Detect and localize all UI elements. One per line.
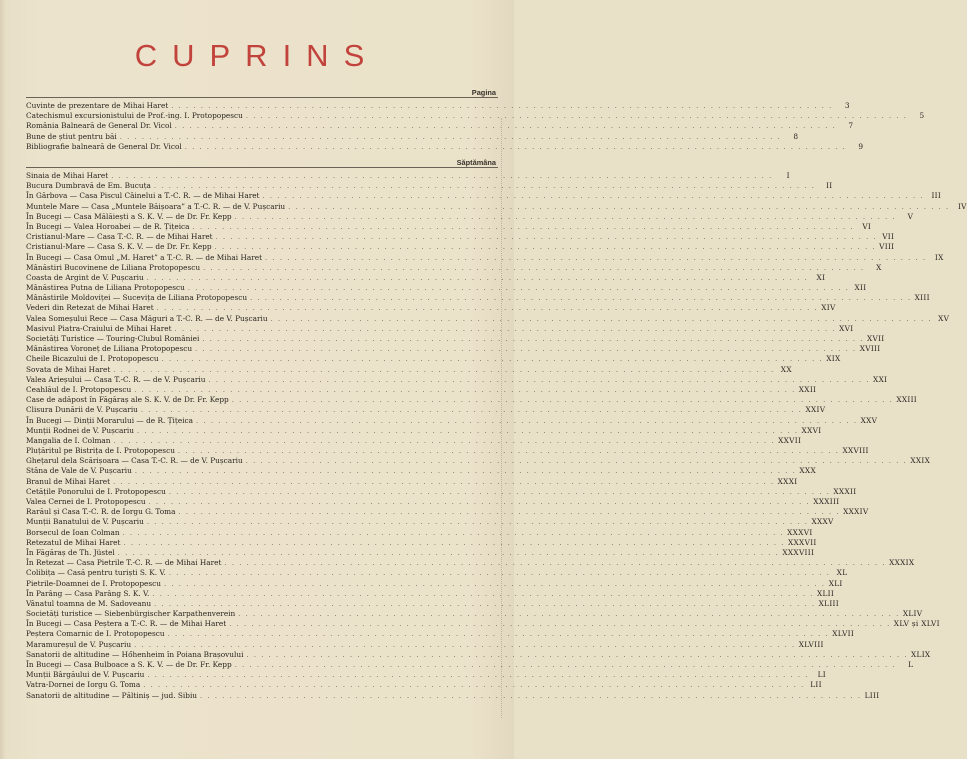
leader-dots: . . . . . . . . . . . . . . . . . . . . . . . . . . . . . . . . . . . . . . . . . . . . . . . . . . . . . . . . . . . . . . . . . . . . . . . . . . . . . . . . . . . . . . . . . . [234, 212, 897, 221]
leader-dots: . . . . . . . . . . . . . . . . . . . . . . . . . . . . . . . . . . . . . . . . . . . . . . . . . . . . . . . . . . . . . . . . . . . . . . . . . . . . . . . . . . . . . . . . . . [192, 222, 855, 231]
toc-entry [26, 364, 792, 375]
toc-entry [26, 527, 813, 538]
leader-dots: . . . . . . . . . . . . . . . . . . . . . . . . . . . . . . . . . . . . . . . . . . . . . . . . . . . . . . . . . . . . . . . . . . . . . . . . . . . . . . . . . . . . . . . . . . [270, 314, 933, 323]
toc-entry [26, 405, 826, 415]
toc-entry-ref: XIX [826, 354, 841, 364]
leader-dots: . . . . . . . . . . . . . . . . . . . . . . . . . . . . . . . . . . . . . . . . . . . . . . . . . . . . . . . . . . . . . . . . . . . . . . . . . . . . . . . . . . . . . . . . . . [246, 650, 909, 659]
toc-entry-title: Vânatul toamna de M. Sadoveanu [26, 598, 152, 608]
toc-entry-ref: XLV și XLVI [893, 619, 940, 629]
toc-entry-ref: XLIV [902, 609, 923, 619]
toc-entry-ref: I [786, 171, 790, 180]
toc-entry-ref: 8 [793, 131, 799, 141]
toc-entry-ref: XVIII [859, 344, 881, 354]
leader-dots: . . . . . . . . . . . . . . . . . . . . . . . . . . . . . . . . . . . . . . . . . . . . . . . . . . . . . . . . . . . . . . . . . . . . . . . . . . . . . . . . . . . . . . . . . . [161, 355, 824, 364]
toc-entry-title: Cetățile Ponorului de I. Protopopescu [26, 486, 166, 496]
toc-entry-title: Pluțăritul pe Bistrița de I. Protopopescu [26, 446, 175, 456]
toc-entry-title: Sanatorii de altitudine — Păltiniș — jud. Sibiu [26, 690, 198, 700]
toc-entry [26, 272, 826, 283]
leader-dots: . . . . . . . . . . . . . . . . . . . . . . . . . . . . . . . . . . . . . . . . . . . . . . . . . . . . . . . . . . . . . . . . . . . . . . . . . . . . . . . . . . . . . . . . . . [245, 457, 908, 466]
toc-entry-title: Mânăstirea Voroneț de Liliana Protopopescu [26, 344, 193, 354]
toc-entry-title: În Bucegi — Valea Horoabei — de R. Țițeica [26, 221, 190, 231]
toc-entry [26, 252, 944, 263]
toc-entry-title: În Bucegi — Casa Mălăiești a S. K. V. — de Dr. Fr. Kepp [26, 211, 232, 221]
toc-entry-title: Maramureșul de V. Pușcariu [26, 639, 132, 649]
toc-entry-title: Branul de Mihai Haret [26, 476, 111, 486]
section-rule [26, 167, 498, 168]
toc-entry-title: Valea Someșului Rece — Casa Măguri a T.-C. R. — de V. Pușcariu [26, 313, 268, 323]
toc-entry-title: Munții Banatului de V. Pușcariu [26, 517, 144, 527]
toc-entry [26, 435, 802, 446]
leader-dots: . . . . . . . . . . . . . . . . . . . . . . . . . . . . . . . . . . . . . . . . . . . . . . . . . . . . . . . . . . . . . . . . . . . . . . . . . . . . . . . . . . . . . . . . . . [111, 172, 773, 180]
toc-entry [26, 171, 790, 181]
page-title: CUPRINS [134, 38, 380, 73]
toc-entry [26, 537, 817, 548]
leader-dots: . . . . . . . . . . . . . . . . . . . . . . . . . . . . . . . . . . . . . . . . . . . . . . . . . . . . . . . . . . . . . . . . . . . . . . . . . . . . . . . . . . . . . . . . . . [122, 528, 785, 537]
leader-dots: . . . . . . . . . . . . . . . . . . . . . . . . . . . . . . . . . . . . . . . . . . . . . . . . . . . . . . . . . . . . . . . . . . . . . . . . . . . . . . . . . . . . . . . . . . [154, 599, 816, 608]
toc-entry [26, 629, 855, 639]
toc-entry-ref: XXXVIII [782, 547, 815, 557]
toc-entry [26, 619, 940, 629]
toc-entry-title: În Gârbova — Casa Piscul Câinelui a T.-C. R. — de Mihai Haret [26, 191, 260, 201]
toc-entry [26, 507, 869, 517]
leader-dots: . . . . . . . . . . . . . . . . . . . . . . . . . . . . . . . . . . . . . . . . . . . . . . . . . . . . . . . . . . . . . . . . . . . . . . . . . . . . . . . . . . . . . . . . . . [113, 477, 775, 486]
toc-entry-title: Borsecul de Ioan Colman [26, 527, 120, 537]
toc-entry-ref: IV [957, 201, 967, 211]
toc-entry-title: Pietrile-Doamnei de I. Protopopescu [26, 578, 162, 588]
toc-entry [26, 334, 885, 344]
toc-entry-ref: XXXIX [889, 558, 915, 568]
leader-dots: . . . . . . . . . . . . . . . . . . . . . . . . . . . . . . . . . . . . . . . . . . . . . . . . . . . . . . . . . . . . . . . . . . . . . . . . . . . . . . . . . . . . . . . . . . [164, 579, 826, 588]
toc-entry [26, 121, 854, 131]
toc-entry [26, 303, 836, 313]
toc-entry [26, 374, 888, 385]
leader-dots: . . . . . . . . . . . . . . . . . . . . . . . . . . . . . . . . . . . . . . . . . . . . . . . . . . . . . . . . . . . . . . . . . . . . . . . . . . . . . . . . . . . . . . . . . . [184, 142, 847, 151]
toc-entry-ref: XLII [816, 588, 835, 598]
toc-entry [26, 232, 895, 242]
toc-entry-ref: V [907, 211, 914, 221]
toc-entry-title: Societăți Turistice — Touring-Clubul României [26, 334, 200, 343]
leader-dots: . . . . . . . . . . . . . . . . . . . . . . . . . . . . . . . . . . . . . . . . . . . . . . . . . . . . . . . . . . . . . . . . . . . . . . . . . . . . . . . . . . . . . . . . . . [195, 345, 857, 354]
toc-entry-title: Muntele Mare — Casa „Muntele Băișoara” a T.-C. R. — de V. Pușcariu [26, 201, 286, 211]
toc-entry-title: În Bucegi — Casa Peștera a T.-C. R. — de Mihai Haret [26, 619, 227, 629]
leader-dots: . . . . . . . . . . . . . . . . . . . . . . . . . . . . . . . . . . . . . . . . . . . . . . . . . . . . . . . . . . . . . . . . . . . . . . . . . . . . . . . . . . . . . . . . . . [136, 426, 799, 435]
toc-entry [26, 101, 850, 111]
toc-entry-title: Bucura Dumbravă de Em. Bucuța [26, 181, 151, 191]
toc-entry-ref: XXV [860, 415, 878, 425]
toc-entry [26, 680, 822, 690]
toc-entry-ref: XXII [798, 384, 817, 394]
toc-entry-title: Cristianul-Mare — Casa T.-C. R. — de Mihai Haret [26, 232, 213, 242]
leader-dots: . . . . . . . . . . . . . . . . . . . . . . . . . . . . . . . . . . . . . . . . . . . . . . . . . . . . . . . . . . . . . . . . . . . . . . . . . . . . . . . . . . . . . . . . . . [156, 304, 819, 313]
toc-entry-title: Sanatorii de altitudine — Hőhenheim în Poiana Brașovului [26, 649, 244, 659]
toc-entry [26, 486, 857, 497]
leader-dots: . . . . . . . . . . . . . . . . . . . . . . . . . . . . . . . . . . . . . . . . . . . . . . . . . . . . . . . . . . . . . . . . . . . . . . . . . . . . . . . . . . . . . . . . . . [178, 508, 841, 517]
leader-dots: . . . . . . . . . . . . . . . . . . . . . . . . . . . . . . . . . . . . . . . . . . . . . . . . . . . . . . . . . . . . . . . . . . . . . . . . . . . . . . . . . . . . . . . . . . [148, 498, 811, 506]
toc-entry-title: Sovata de Mihai Haret [26, 364, 111, 374]
toc-entry-ref: VIII [879, 242, 895, 252]
toc-entry [26, 670, 826, 680]
toc-entry-title: Stâna de Vale de V. Pușcariu [26, 466, 132, 476]
toc-entry-ref: XXI [873, 374, 888, 384]
toc-entry-ref: XXXI [777, 476, 798, 486]
leader-dots: . . . . . . . . . . . . . . . . . . . . . . . . . . . . . . . . . . . . . . . . . . . . . . . . . . . . . . . . . . . . . . . . . . . . . . . . . . . . . . . . . . . . . . . . . . [171, 102, 833, 110]
toc-entry [26, 262, 882, 273]
leader-dots: . . . . . . . . . . . . . . . . . . . . . . . . . . . . . . . . . . . . . . . . . . . . . . . . . . . . . . . . . . . . . . . . . . . . . . . . . . . . . . . . . . . . . . . . . . [153, 182, 816, 191]
leader-dots: . . . . . . . . . . . . . . . . . . . . . . . . . . . . . . . . . . . . . . . . . . . . . . . . . . . . . . . . . . . . . . . . . . . . . . . . . . . . . . . . . . . . . . . . . . [288, 202, 950, 211]
toc-entry [26, 466, 816, 476]
toc-entry [26, 181, 833, 191]
toc-entry-ref: LI [817, 670, 826, 680]
toc-entry-title: Catechismul excursionistului de Prof.-ing. I. Protopopescu [26, 111, 243, 121]
toc-entry-ref: XI [816, 272, 826, 282]
toc-entry-ref: XIII [914, 293, 930, 303]
leader-dots: . . . . . . . . . . . . . . . . . . . . . . . . . . . . . . . . . . . . . . . . . . . . . . . . . . . . . . . . . . . . . . . . . . . . . . . . . . . . . . . . . . . . . . . . . . [146, 518, 809, 527]
toc-entry-ref: XLIII [818, 598, 839, 608]
leader-dots: . . . . . . . . . . . . . . . . . . . . . . . . . . . . . . . . . . . . . . . . . . . . . . . . . . . . . . . . . . . . . . . . . . . . . . . . . . . . . . . . . . . . . . . . . . [174, 122, 837, 131]
toc-entry [26, 323, 854, 334]
leader-dots: . . . . . . . . . . . . . . . . . . . . . . . . . . . . . . . . . . . . . . . . . . . . . . . . . . . . . . . . . . . . . . . . . . . . . . . . . . . . . . . . . . . . . . . . . . [152, 589, 814, 598]
leader-dots: . . . . . . . . . . . . . . . . . . . . . . . . . . . . . . . . . . . . . . . . . . . . . . . . . . . . . . . . . . . . . . . . . . . . . . . . . . . . . . . . . . . . . . . . . . [119, 132, 782, 141]
toc-entry-title: Valea Arieșului — Casa T.-C. R. — de V. Pușcariu [26, 374, 206, 384]
toc-entry-title: Valea Cernei de I. Protopopescu [26, 497, 146, 506]
toc-entry-title: În Parâng — Casa Parâng S. K. V. [26, 588, 150, 598]
toc-entry-ref: XLI [828, 578, 843, 588]
toc-entry-ref: XLVIII [798, 639, 824, 649]
toc-entry-ref: 3 [844, 101, 850, 110]
toc-entry-title: Masivul Piatra-Craiului de Mihai Haret [26, 323, 172, 333]
leader-dots: . . . . . . . . . . . . . . . . . . . . . . . . . . . . . . . . . . . . . . . . . . . . . . . . . . . . . . . . . . . . . . . . . . . . . . . . . . . . . . . . . . . . . . . . . . [113, 436, 776, 445]
toc-entry-title: Vatra-Dornei de Iorgu G. Toma [26, 680, 141, 690]
toc-entry-ref: 9 [858, 141, 864, 151]
toc-entry-title: Ghețarul dela Scărișoara — Casa T.-C. R. — de V. Pușcariu [26, 456, 243, 466]
toc-entry-ref: XXXIV [843, 507, 869, 517]
toc-entry-ref: IX [934, 252, 944, 262]
leader-dots: . . . . . . . . . . . . . . . . . . . . . . . . . . . . . . . . . . . . . . . . . . . . . . . . . . . . . . . . . . . . . . . . . . . . . . . . . . . . . . . . . . . . . . . . . . [202, 335, 864, 343]
toc-entry [26, 242, 895, 252]
toc-entry [26, 344, 881, 354]
toc-entry-title: Colibița — Casă pentru turiști S. K. V. [26, 568, 166, 578]
toc-entry [26, 211, 914, 222]
weeks-header-label: Săptămâna [436, 158, 496, 168]
toc-entry-ref: XXVII [778, 435, 802, 445]
toc-entry-ref: X [876, 262, 882, 272]
toc-entry-title: În Făgăraș de Th. Jüstel [26, 547, 115, 557]
toc-entry-ref: XXIV [805, 405, 826, 415]
toc-entry-ref: L [908, 660, 914, 669]
header-rule [26, 97, 498, 98]
toc-entry-ref: XXXVII [788, 537, 817, 547]
toc-entry-title: Munții Rodnei de V. Pușcariu [26, 425, 134, 435]
leader-dots: . . . . . . . . . . . . . . . . . . . . . . . . . . . . . . . . . . . . . . . . . . . . . . . . . . . . . . . . . . . . . . . . . . . . . . . . . . . . . . . . . . . . . . . . . . [200, 691, 862, 700]
toc-entry [26, 293, 930, 303]
toc-entry-title: Mânăstiri Bucovinene de Liliana Protopopescu [26, 262, 201, 272]
leader-dots: . . . . . . . . . . . . . . . . . . . . . . . . . . . . . . . . . . . . . . . . . . . . . . . . . . . . . . . . . . . . . . . . . . . . . . . . . . . . . . . . . . . . . . . . . . [140, 406, 803, 415]
toc-entry-title: Clisura Dunării de V. Pușcariu [26, 405, 138, 415]
toc-entry-title: Coasta de Argint de V. Pușcariu [26, 272, 144, 282]
toc-entry-ref: XIV [821, 303, 836, 313]
toc-entry-ref: LIII [864, 690, 880, 700]
toc-entry-ref: XXX [799, 466, 816, 476]
toc-entry-ref: VII [882, 232, 895, 242]
toc-entry [26, 425, 822, 436]
toc-entry-ref: XII [854, 283, 867, 293]
toc-entry [26, 201, 967, 212]
leader-dots: . . . . . . . . . . . . . . . . . . . . . . . . . . . . . . . . . . . . . . . . . . . . . . . . . . . . . . . . . . . . . . . . . . . . . . . . . . . . . . . . . . . . . . . . . . [134, 467, 797, 476]
toc-entry-title: Peștera Comarnic de I. Protopopescu [26, 629, 165, 639]
toc-entry [26, 283, 867, 293]
toc-entry-ref: 7 [848, 121, 854, 131]
toc-entry-ref: XV [938, 313, 950, 323]
toc-entry-ref: XX [780, 364, 792, 374]
toc-entry [26, 660, 914, 670]
toc-entry-title: Cristianul-Mare — Casa S. K. V. — de Dr. Fr. Kepp [26, 242, 212, 252]
toc-entry-ref: XXXIII [813, 497, 840, 506]
toc-entry-title: Ceahlăul de I. Protopopescu [26, 384, 132, 394]
toc-entry [26, 578, 843, 589]
leader-dots: . . . . . . . . . . . . . . . . . . . . . . . . . . . . . . . . . . . . . . . . . . . . . . . . . . . . . . . . . . . . . . . . . . . . . . . . . . . . . . . . . . . . . . . . . . [214, 243, 877, 252]
leader-dots: . . . . . . . . . . . . . . . . . . . . . . . . . . . . . . . . . . . . . . . . . . . . . . . . . . . . . . . . . . . . . . . . . . . . . . . . . . . . . . . . . . . . . . . . . . [147, 671, 809, 680]
leader-dots: . . . . . . . . . . . . . . . . . . . . . . . . . . . . . . . . . . . . . . . . . . . . . . . . . . . . . . . . . . . . . . . . . . . . . . . . . . . . . . . . . . . . . . . . . . [113, 365, 775, 374]
toc-entry [26, 313, 950, 324]
leader-dots: . . . . . . . . . . . . . . . . . . . . . . . . . . . . . . . . . . . . . . . . . . . . . . . . . . . . . . . . . . . . . . . . . . . . . . . . . . . . . . . . . . . . . . . . . . [262, 192, 925, 201]
toc-entry-title: Mânăstirea Putna de Liliana Protopopescu [26, 283, 185, 293]
toc-entry-ref: XLIX [911, 649, 931, 659]
leader-dots: . . . . . . . . . . . . . . . . . . . . . . . . . . . . . . . . . . . . . . . . . . . . . . . . . . . . . . . . . . . . . . . . . . . . . . . . . . . . . . . . . . . . . . . . . . [265, 253, 927, 262]
leader-dots: . . . . . . . . . . . . . . . . . . . . . . . . . . . . . . . . . . . . . . . . . . . . . . . . . . . . . . . . . . . . . . . . . . . . . . . . . . . . . . . . . . . . . . . . . . [231, 396, 894, 405]
toc-entry [26, 649, 931, 660]
leader-dots: . . . . . . . . . . . . . . . . . . . . . . . . . . . . . . . . . . . . . . . . . . . . . . . . . . . . . . . . . . . . . . . . . . . . . . . . . . . . . . . . . . . . . . . . . . [245, 112, 908, 121]
leader-dots: . . . . . . . . . . . . . . . . . . . . . . . . . . . . . . . . . . . . . . . . . . . . . . . . . . . . . . . . . . . . . . . . . . . . . . . . . . . . . . . . . . . . . . . . . . [234, 661, 897, 669]
leader-dots: . . . . . . . . . . . . . . . . . . . . . . . . . . . . . . . . . . . . . . . . . . . . . . . . . . . . . . . . . . . . . . . . . . . . . . . . . . . . . . . . . . . . . . . . . . [250, 294, 912, 303]
toc-entry-title: Bune de știut pentru băi [26, 131, 117, 141]
toc-entry-ref: XXXII [833, 486, 857, 496]
toc-entry-title: România Balneară de General Dr. Vicol [26, 121, 172, 131]
leader-dots: . . . . . . . . . . . . . . . . . . . . . . . . . . . . . . . . . . . . . . . . . . . . . . . . . . . . . . . . . . . . . . . . . . . . . . . . . . . . . . . . . . . . . . . . . . [215, 233, 878, 242]
toc-entry-title: În Bucegi — Dinții Morarului — de R. Țițeica [26, 415, 194, 425]
toc-entry-title: Mangalia de I. Colman [26, 435, 111, 445]
leader-dots: . . . . . . . . . . . . . . . . . . . . . . . . . . . . . . . . . . . . . . . . . . . . . . . . . . . . . . . . . . . . . . . . . . . . . . . . . . . . . . . . . . . . . . . . . . [203, 263, 865, 272]
toc-entry-ref: 5 [919, 111, 925, 121]
toc-entry-title: În Bucegi — Casa Bulboace a S. K. V. — de Dr. Fr. Kepp [26, 660, 232, 669]
leader-dots: . . . . . . . . . . . . . . . . . . . . . . . . . . . . . . . . . . . . . . . . . . . . . . . . . . . . . . . . . . . . . . . . . . . . . . . . . . . . . . . . . . . . . . . . . . [146, 273, 809, 282]
toc-entry [26, 609, 923, 619]
toc-entry-title: Rarăul și Casa T.-C. R. de Iorgu G. Toma [26, 507, 176, 517]
toc-entry-ref: XL [836, 568, 848, 578]
leader-dots: . . . . . . . . . . . . . . . . . . . . . . . . . . . . . . . . . . . . . . . . . . . . . . . . . . . . . . . . . . . . . . . . . . . . . . . . . . . . . . . . . . . . . . . . . . [229, 620, 891, 629]
toc-entry [26, 497, 840, 507]
weekly-entries-list [26, 171, 967, 701]
toc-entry [26, 517, 834, 527]
leader-dots: . . . . . . . . . . . . . . . . . . . . . . . . . . . . . . . . . . . . . . . . . . . . . . . . . . . . . . . . . . . . . . . . . . . . . . . . . . . . . . . . . . . . . . . . . . [196, 416, 858, 425]
toc-entry-ref: XXIX [910, 456, 931, 466]
leader-dots: . . . . . . . . . . . . . . . . . . . . . . . . . . . . . . . . . . . . . . . . . . . . . . . . . . . . . . . . . . . . . . . . . . . . . . . . . . . . . . . . . . . . . . . . . . [167, 630, 830, 639]
toc-entry-title: Bibliografie balneară de General Dr. Vicol [26, 141, 182, 151]
leader-dots: . . . . . . . . . . . . . . . . . . . . . . . . . . . . . . . . . . . . . . . . . . . . . . . . . . . . . . . . . . . . . . . . . . . . . . . . . . . . . . . . . . . . . . . . . . [168, 487, 831, 496]
toc-entry [26, 690, 880, 701]
toc-entry [26, 446, 869, 456]
leader-dots: . . . . . . . . . . . . . . . . . . . . . . . . . . . . . . . . . . . . . . . . . . . . . . . . . . . . . . . . . . . . . . . . . . . . . . . . . . . . . . . . . . . . . . . . . . [117, 548, 780, 557]
toc-entry-title: În Retezat — Casa Pietrile T.-C. R. — de Mihai Haret [26, 558, 222, 568]
toc-entry-ref: LII [810, 680, 822, 690]
toc-entry [26, 111, 925, 121]
toc-entry [26, 221, 872, 232]
leader-dots: . . . . . . . . . . . . . . . . . . . . . . . . . . . . . . . . . . . . . . . . . . . . . . . . . . . . . . . . . . . . . . . . . . . . . . . . . . . . . . . . . . . . . . . . . . [174, 324, 837, 333]
leader-dots: . . . . . . . . . . . . . . . . . . . . . . . . . . . . . . . . . . . . . . . . . . . . . . . . . . . . . . . . . . . . . . . . . . . . . . . . . . . . . . . . . . . . . . . . . . [187, 284, 850, 293]
leader-dots: . . . . . . . . . . . . . . . . . . . . . . . . . . . . . . . . . . . . . . . . . . . . . . . . . . . . . . . . . . . . . . . . . . . . . . . . . . . . . . . . . . . . . . . . . . [224, 559, 887, 568]
toc-entry-title: Case de adăpost în Făgăraș ale S. K. V. de Dr. Fr. Kepp [26, 395, 229, 405]
toc-entry-ref: II [826, 181, 833, 191]
toc-entry-title: Retezatul de Mihai Haret [26, 537, 121, 547]
toc-entry-ref: XLVII [832, 629, 855, 639]
toc-entry [26, 476, 798, 487]
toc-entry [26, 141, 864, 152]
toc-entry-title: Vederi din Retezat de Mihai Haret [26, 303, 154, 313]
toc-entry-title: Cheile Bicazului de I. Protopopescu [26, 354, 159, 364]
toc-entry [26, 598, 839, 609]
leader-dots: . . . . . . . . . . . . . . . . . . . . . . . . . . . . . . . . . . . . . . . . . . . . . . . . . . . . . . . . . . . . . . . . . . . . . . . . . . . . . . . . . . . . . . . . . . [208, 375, 871, 384]
toc-entry-ref: XXXVI [787, 527, 813, 537]
toc-entry [26, 568, 848, 578]
toc-entry-ref: XVI [839, 323, 854, 333]
toc-entry-ref: XXIII [896, 395, 918, 405]
leader-dots: . . . . . . . . . . . . . . . . . . . . . . . . . . . . . . . . . . . . . . . . . . . . . . . . . . . . . . . . . . . . . . . . . . . . . . . . . . . . . . . . . . . . . . . . . . [134, 640, 796, 649]
toc-entry [26, 588, 835, 599]
toc-entry [26, 456, 931, 466]
leader-dots: . . . . . . . . . . . . . . . . . . . . . . . . . . . . . . . . . . . . . . . . . . . . . . . . . . . . . . . . . . . . . . . . . . . . . . . . . . . . . . . . . . . . . . . . . . [177, 447, 840, 456]
toc-entry [26, 384, 817, 395]
toc-entry [26, 191, 942, 201]
toc-entry-title: Sinaia de Mihai Haret [26, 171, 109, 180]
leader-dots: . . . . . . . . . . . . . . . . . . . . . . . . . . . . . . . . . . . . . . . . . . . . . . . . . . . . . . . . . . . . . . . . . . . . . . . . . . . . . . . . . . . . . . . . . . [238, 610, 900, 619]
toc-entry-title: În Bucegi — Casa Omul „M. Haret” a T.-C. R. — de Mihai Haret [26, 252, 263, 262]
toc-entry-ref: XXXV [811, 517, 834, 527]
toc-entry [26, 395, 918, 405]
toc-entry [26, 354, 841, 364]
leader-dots: . . . . . . . . . . . . . . . . . . . . . . . . . . . . . . . . . . . . . . . . . . . . . . . . . . . . . . . . . . . . . . . . . . . . . . . . . . . . . . . . . . . . . . . . . . [143, 681, 805, 690]
toc-entry-title: Mânăstirile Moldoviței — Sucevița de Liliana Protopopescu [26, 293, 248, 303]
toc-entry [26, 547, 815, 558]
toc-entry [26, 131, 799, 142]
toc-entry [26, 558, 915, 568]
leader-dots: . . . . . . . . . . . . . . . . . . . . . . . . . . . . . . . . . . . . . . . . . . . . . . . . . . . . . . . . . . . . . . . . . . . . . . . . . . . . . . . . . . . . . . . . . . [123, 538, 785, 547]
leader-dots: . . . . . . . . . . . . . . . . . . . . . . . . . . . . . . . . . . . . . . . . . . . . . . . . . . . . . . . . . . . . . . . . . . . . . . . . . . . . . . . . . . . . . . . . . . [168, 569, 831, 578]
toc-entry-title: Cuvinte de prezentare de Mihai Haret [26, 101, 169, 110]
toc-entry-title: Munții Bârgăului de V. Pușcariu [26, 670, 145, 680]
toc-entry-ref: VI [862, 221, 872, 231]
page-edge-line [501, 118, 502, 718]
front-matter-list [26, 101, 925, 152]
toc-entry [26, 639, 824, 650]
leader-dots: . . . . . . . . . . . . . . . . . . . . . . . . . . . . . . . . . . . . . . . . . . . . . . . . . . . . . . . . . . . . . . . . . . . . . . . . . . . . . . . . . . . . . . . . . . [134, 385, 796, 394]
toc-entry [26, 415, 878, 426]
toc-entry-ref: III [931, 191, 942, 201]
pages-header-label: Pagina [436, 88, 496, 98]
toc-entry-ref: XXVIII [842, 446, 869, 456]
toc-entry-ref: XXVI [801, 425, 822, 435]
toc-entry-title: Societăți turistice — Siebenbürgischer Karpathenverein [26, 609, 236, 619]
toc-entry-ref: XVII [866, 334, 885, 343]
